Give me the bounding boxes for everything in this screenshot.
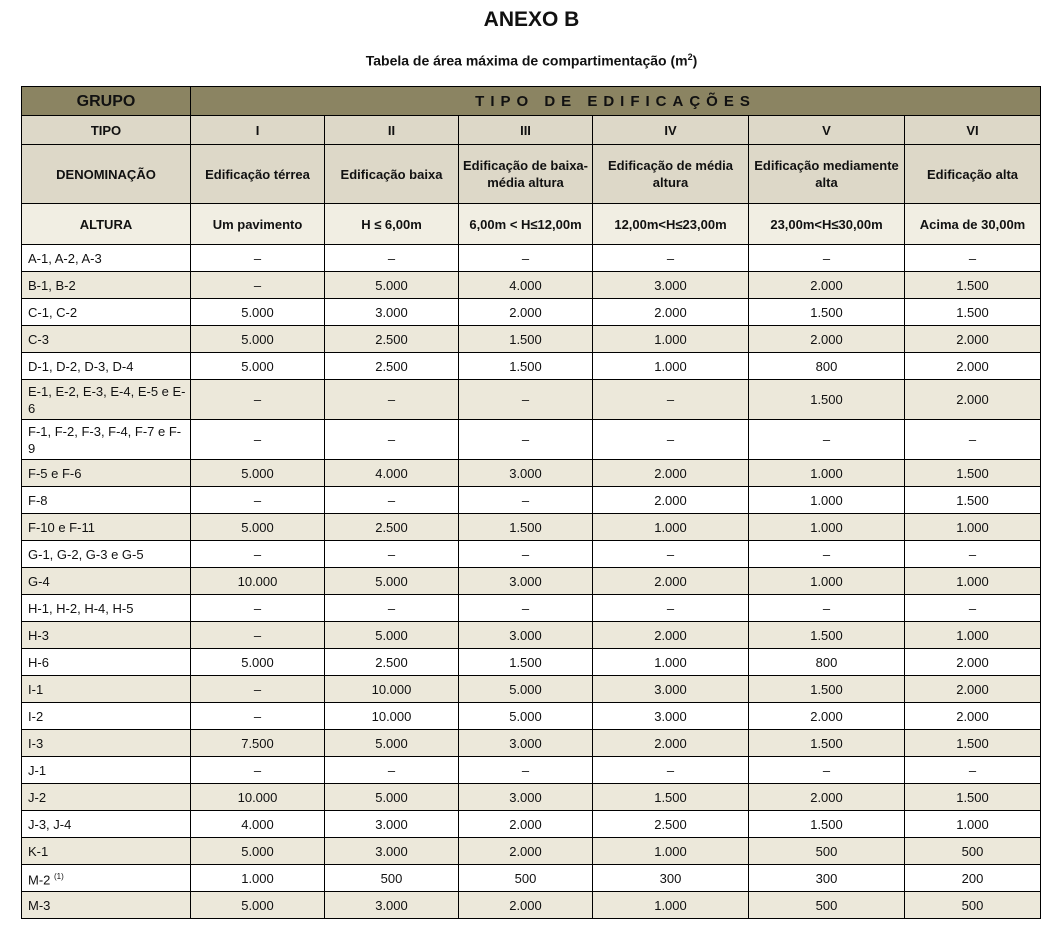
table-row [22, 730, 1041, 757]
area-value-cell: – [459, 245, 593, 272]
grupo-cell [22, 299, 191, 326]
tipo-cell: III [459, 116, 593, 145]
area-value-cell: 800 [749, 353, 905, 380]
table-row [22, 649, 1041, 676]
area-value-cell: – [905, 245, 1041, 272]
area-value-cell: 1.500 [459, 353, 593, 380]
area-value-cell: 1.500 [749, 380, 905, 420]
grupo-label: F-1, F-2, F-3, F-4, F-7 e F-9 [28, 423, 182, 456]
area-value-cell: 2.500 [325, 353, 459, 380]
table-row [22, 299, 1041, 326]
grupo-cell [22, 676, 191, 703]
area-value-cell: 1.000 [905, 568, 1041, 595]
denominacao-cell: Edificação mediamente alta [749, 145, 905, 204]
altura-cell: Acima de 30,00m [905, 204, 1041, 245]
table-body [22, 245, 1041, 919]
footnote-marker: (1) [54, 871, 64, 881]
area-value-cell: 1.500 [749, 299, 905, 326]
area-value-cell: 1.000 [905, 622, 1041, 649]
area-value-cell: 3.000 [459, 784, 593, 811]
grupo-label: C-3 [28, 331, 49, 347]
area-value-cell: 2.000 [593, 568, 749, 595]
grupo-label: I-3 [28, 735, 44, 751]
area-value-cell: 500 [325, 865, 459, 892]
grupo-cell [22, 811, 191, 838]
area-value-cell: 2.000 [749, 703, 905, 730]
area-value-cell: – [749, 541, 905, 568]
area-value-cell: – [191, 380, 325, 420]
area-value-cell: 5.000 [191, 514, 325, 541]
area-value-cell: – [593, 380, 749, 420]
area-value-cell: – [191, 757, 325, 784]
grupo-cell [22, 460, 191, 487]
area-value-cell: 2.000 [593, 622, 749, 649]
grupo-label: J-1 [28, 762, 47, 778]
altura-cell: Um pavimento [191, 204, 325, 245]
area-value-cell: 800 [749, 649, 905, 676]
area-value-cell: – [325, 487, 459, 514]
area-value-cell: 5.000 [325, 622, 459, 649]
area-value-cell: – [191, 595, 325, 622]
area-value-cell: 1.000 [593, 326, 749, 353]
grupo-cell [22, 784, 191, 811]
table-row [22, 541, 1041, 568]
area-value-cell: 2.000 [905, 676, 1041, 703]
area-value-cell: 2.000 [749, 326, 905, 353]
table-row [22, 892, 1041, 919]
grupo-label: J-2 [28, 789, 47, 805]
area-value-cell: 1.000 [749, 514, 905, 541]
grupo-label: I-1 [28, 681, 44, 697]
area-value-cell: 1.500 [905, 784, 1041, 811]
area-value-cell: 1.000 [593, 838, 749, 865]
area-value-cell: 10.000 [325, 676, 459, 703]
denominacao-cell: Edificação alta [905, 145, 1041, 204]
area-value-cell: – [593, 245, 749, 272]
grupo-label: A-1, A-2, A-3 [28, 250, 102, 266]
area-value-cell: 200 [905, 865, 1041, 892]
denominacao-cell: Edificação baixa [325, 145, 459, 204]
area-value-cell: – [749, 757, 905, 784]
grupo-cell [22, 245, 191, 272]
area-value-cell: 5.000 [191, 353, 325, 380]
area-value-cell: – [749, 420, 905, 460]
area-value-cell: 7.500 [191, 730, 325, 757]
grupo-cell [22, 838, 191, 865]
area-value-cell: 2.000 [593, 460, 749, 487]
grupo-label: G-1, G-2, G-3 e G-5 [28, 546, 144, 562]
area-value-cell: 2.000 [459, 299, 593, 326]
area-value-cell: – [593, 541, 749, 568]
area-value-cell: 5.000 [325, 568, 459, 595]
denominacao-cell: Edificação de média altura [593, 145, 749, 204]
area-value-cell: – [325, 420, 459, 460]
altura-cell: H ≤ 6,00m [325, 204, 459, 245]
area-value-cell: 2.000 [905, 380, 1041, 420]
area-value-cell: – [749, 245, 905, 272]
denominacao-header: DENOMINAÇÃO [22, 145, 191, 204]
area-value-cell: – [593, 595, 749, 622]
area-value-cell: – [905, 595, 1041, 622]
grupo-label: H-6 [28, 654, 49, 670]
area-value-cell: – [749, 595, 905, 622]
tipo-cell: IV [593, 116, 749, 145]
area-value-cell: – [325, 757, 459, 784]
area-value-cell: 5.000 [191, 460, 325, 487]
area-value-cell: 2.500 [593, 811, 749, 838]
area-value-cell: 2.000 [593, 299, 749, 326]
area-value-cell: – [191, 245, 325, 272]
area-value-cell: 1.500 [459, 649, 593, 676]
area-value-cell: 10.000 [191, 784, 325, 811]
area-value-cell: 500 [905, 838, 1041, 865]
table-row [22, 245, 1041, 272]
table-row [22, 353, 1041, 380]
caption-superscript: 2 [687, 52, 693, 62]
area-value-cell: 3.000 [593, 703, 749, 730]
tipo-edificacoes-header: TIPO DE EDIFICAÇÕES [191, 87, 1041, 116]
area-value-cell: – [459, 757, 593, 784]
area-value-cell: – [459, 420, 593, 460]
grupo-cell [22, 649, 191, 676]
area-value-cell: 2.000 [905, 703, 1041, 730]
grupo-label: H-3 [28, 627, 49, 643]
grupo-cell [22, 595, 191, 622]
area-value-cell: 1.000 [191, 865, 325, 892]
grupo-label: F-8 [28, 492, 48, 508]
area-value-cell: – [191, 541, 325, 568]
area-value-cell: 1.500 [749, 811, 905, 838]
tipo-header: TIPO [22, 116, 191, 145]
area-value-cell: 1.500 [905, 460, 1041, 487]
area-value-cell: – [459, 487, 593, 514]
area-value-cell: 2.000 [459, 892, 593, 919]
area-value-cell: – [191, 272, 325, 299]
area-value-cell: 3.000 [593, 272, 749, 299]
grupo-label: G-4 [28, 573, 50, 589]
table-row [22, 420, 1041, 460]
grupo-label: H-1, H-2, H-4, H-5 [28, 600, 134, 616]
document-title: ANEXO B [483, 8, 580, 31]
table-row [22, 326, 1041, 353]
area-value-cell: 300 [593, 865, 749, 892]
grupo-label: D-1, D-2, D-3, D-4 [28, 358, 134, 374]
area-value-cell: 3.000 [325, 838, 459, 865]
area-value-cell: 1.000 [593, 514, 749, 541]
grupo-cell [22, 757, 191, 784]
table-row [22, 865, 1041, 892]
area-value-cell: 500 [459, 865, 593, 892]
area-value-cell: 5.000 [191, 299, 325, 326]
area-value-cell: 5.000 [325, 272, 459, 299]
area-value-cell: 5.000 [191, 649, 325, 676]
area-value-cell: 1.000 [749, 460, 905, 487]
grupo-cell [22, 272, 191, 299]
area-value-cell: 2.000 [905, 326, 1041, 353]
grupo-cell [22, 380, 191, 420]
table-row [22, 757, 1041, 784]
area-value-cell: 10.000 [191, 568, 325, 595]
table-row [22, 622, 1041, 649]
denominacao-cell: Edificação térrea [191, 145, 325, 204]
area-value-cell: – [191, 622, 325, 649]
tipo-cell: VI [905, 116, 1041, 145]
grupo-label: M-2 [28, 872, 51, 888]
denominacao-cell: Edificação de baixa-média altura [459, 145, 593, 204]
area-value-cell: 2.000 [593, 730, 749, 757]
area-value-cell: 2.000 [459, 811, 593, 838]
table-row [22, 460, 1041, 487]
area-value-cell: – [905, 420, 1041, 460]
header-row-denominacao [22, 145, 1041, 204]
area-value-cell: – [593, 757, 749, 784]
table-row [22, 568, 1041, 595]
area-value-cell: 3.000 [325, 299, 459, 326]
table-row [22, 676, 1041, 703]
area-value-cell: 3.000 [459, 730, 593, 757]
area-value-cell: 1.500 [905, 730, 1041, 757]
tipo-cell: II [325, 116, 459, 145]
table-row [22, 487, 1041, 514]
area-value-cell: 1.000 [593, 649, 749, 676]
grupo-header: GRUPO [22, 87, 191, 116]
area-value-cell: 4.000 [459, 272, 593, 299]
grupo-label: J-3, J-4 [28, 816, 72, 832]
area-value-cell: 1.000 [593, 353, 749, 380]
area-value-cell: 1.500 [459, 326, 593, 353]
area-value-cell: – [191, 420, 325, 460]
area-value-cell: 500 [749, 838, 905, 865]
area-value-cell: – [905, 757, 1041, 784]
grupo-cell [22, 326, 191, 353]
table-row [22, 380, 1041, 420]
area-value-cell: 2.000 [593, 487, 749, 514]
tipo-cell: V [749, 116, 905, 145]
area-value-cell: 5.000 [191, 326, 325, 353]
altura-cell: 6,00m < H≤12,00m [459, 204, 593, 245]
area-value-cell: 1.000 [749, 568, 905, 595]
area-value-cell: 1.000 [905, 811, 1041, 838]
area-value-cell: 2.000 [905, 649, 1041, 676]
area-value-cell: 1.000 [905, 514, 1041, 541]
area-value-cell: – [325, 595, 459, 622]
area-value-cell: 5.000 [191, 838, 325, 865]
grupo-cell [22, 487, 191, 514]
table-row [22, 811, 1041, 838]
area-value-cell: 2.000 [749, 272, 905, 299]
area-value-cell: 1.500 [459, 514, 593, 541]
grupo-cell [22, 514, 191, 541]
area-value-cell: – [191, 703, 325, 730]
area-value-cell: 1.500 [905, 487, 1041, 514]
grupo-cell [22, 730, 191, 757]
grupo-cell [22, 865, 191, 892]
area-value-cell: – [325, 380, 459, 420]
grupo-label: F-10 e F-11 [28, 519, 95, 535]
grupo-label: F-5 e F-6 [28, 465, 82, 481]
caption-text: Tabela de área máxima de compartimentação (m [365, 52, 688, 69]
area-value-cell: – [459, 380, 593, 420]
grupo-cell [22, 568, 191, 595]
area-value-cell: 5.000 [459, 703, 593, 730]
area-value-cell: 1.500 [749, 676, 905, 703]
area-value-cell: 1.500 [749, 622, 905, 649]
grupo-label: C-1, C-2 [28, 304, 78, 320]
area-value-cell: 3.000 [325, 892, 459, 919]
area-value-cell: 3.000 [593, 676, 749, 703]
area-value-cell: 1.000 [749, 487, 905, 514]
area-value-cell: – [325, 245, 459, 272]
grupo-cell [22, 703, 191, 730]
area-value-cell: 500 [905, 892, 1041, 919]
grupo-cell [22, 541, 191, 568]
area-value-cell: 10.000 [325, 703, 459, 730]
area-value-cell: 4.000 [191, 811, 325, 838]
grupo-label: M-3 [28, 897, 51, 913]
area-value-cell: – [459, 595, 593, 622]
grupo-label: B-1, B-2 [28, 277, 76, 293]
header-row-tipo [22, 116, 1041, 145]
table-row [22, 838, 1041, 865]
header-row-grupo [22, 87, 1041, 116]
tipo-cell: I [191, 116, 325, 145]
area-value-cell: – [191, 676, 325, 703]
area-value-cell: – [459, 541, 593, 568]
area-value-cell: 1.500 [593, 784, 749, 811]
area-value-cell: 1.500 [905, 299, 1041, 326]
area-value-cell: 5.000 [325, 784, 459, 811]
grupo-label: I-2 [28, 708, 44, 724]
header-row-altura [22, 204, 1041, 245]
table-row [22, 514, 1041, 541]
area-value-cell: 300 [749, 865, 905, 892]
area-value-cell: 5.000 [191, 892, 325, 919]
area-value-cell: 2.500 [325, 326, 459, 353]
grupo-cell [22, 420, 191, 460]
grupo-label: E-1, E-2, E-3, E-4, E-5 e E-6 [28, 383, 186, 416]
grupo-cell [22, 892, 191, 919]
compartmentation-table [21, 86, 1041, 919]
table-row [22, 595, 1041, 622]
area-value-cell: 4.000 [325, 460, 459, 487]
altura-header: ALTURA [22, 204, 191, 245]
area-value-cell: 500 [749, 892, 905, 919]
area-value-cell: – [905, 541, 1041, 568]
grupo-label: K-1 [28, 843, 49, 859]
table-caption [0, 52, 1063, 69]
area-value-cell: 5.000 [459, 676, 593, 703]
area-value-cell: – [191, 487, 325, 514]
altura-cell: 12,00m<H≤23,00m [593, 204, 749, 245]
area-value-cell: 2.500 [325, 649, 459, 676]
area-value-cell: 1.000 [593, 892, 749, 919]
area-value-cell: 3.000 [459, 460, 593, 487]
area-value-cell: 5.000 [325, 730, 459, 757]
grupo-cell [22, 622, 191, 649]
area-value-cell: 3.000 [459, 622, 593, 649]
area-value-cell: 1.500 [749, 730, 905, 757]
caption-end: ) [692, 52, 698, 69]
area-value-cell: – [325, 541, 459, 568]
table-row [22, 703, 1041, 730]
grupo-cell [22, 353, 191, 380]
table-row [22, 784, 1041, 811]
area-value-cell: 2.000 [905, 353, 1041, 380]
altura-cell: 23,00m<H≤30,00m [749, 204, 905, 245]
area-value-cell: 1.500 [905, 272, 1041, 299]
area-value-cell: 3.000 [459, 568, 593, 595]
area-value-cell: – [593, 420, 749, 460]
area-value-cell: 2.000 [749, 784, 905, 811]
area-value-cell: 3.000 [325, 811, 459, 838]
area-value-cell: 2.500 [325, 514, 459, 541]
table-row [22, 272, 1041, 299]
area-value-cell: 2.000 [459, 838, 593, 865]
